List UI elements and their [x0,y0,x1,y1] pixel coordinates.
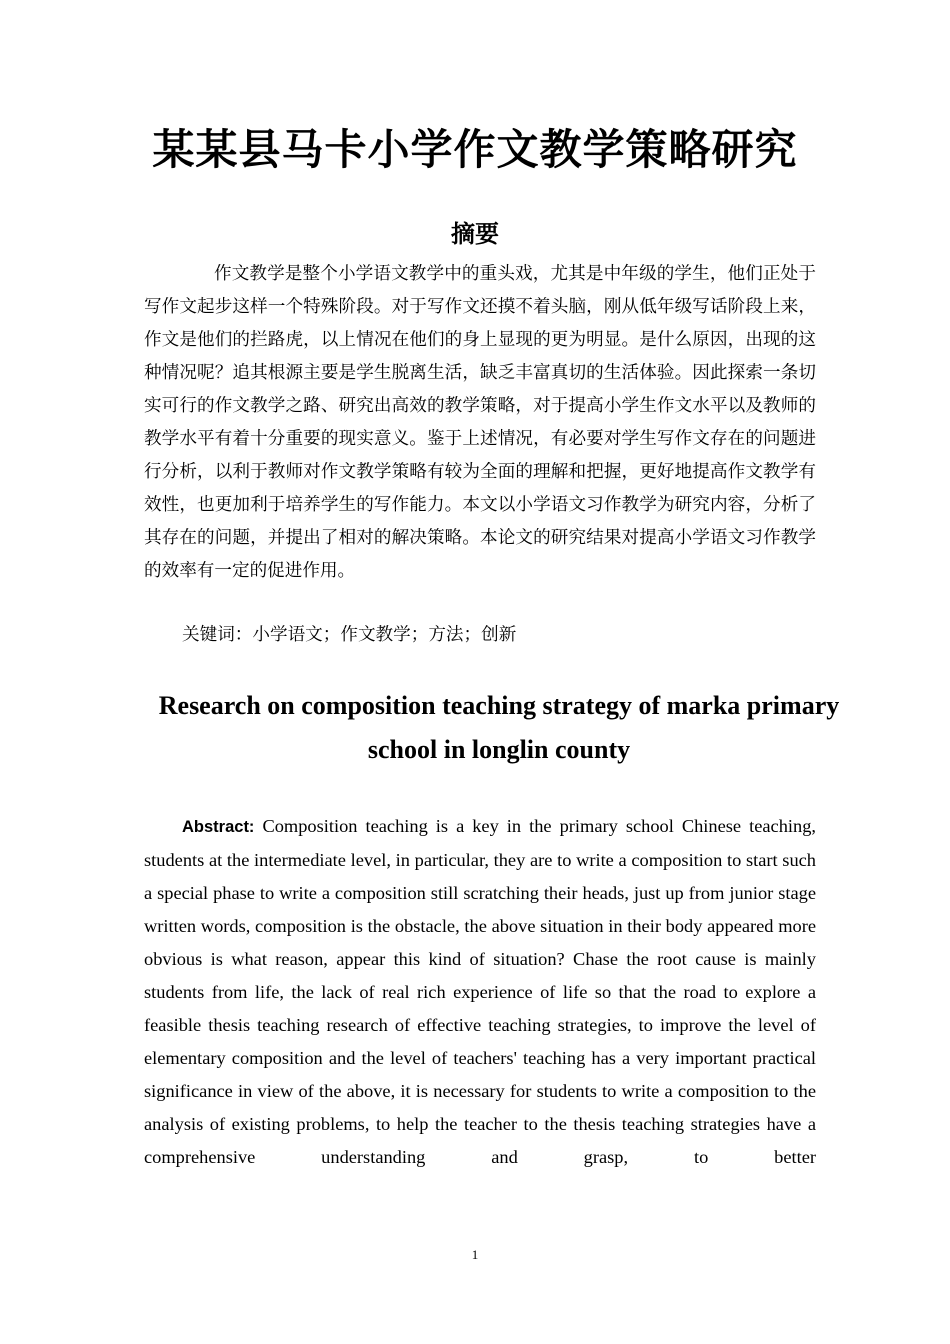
page-number: 1 [471,1247,479,1262]
chinese-keywords-value: 小学语文；作文教学；方法；创新 [252,625,517,645]
english-abstract-label: Abstract: [182,818,255,836]
english-abstract-body: Composition teaching is a key in the primary school Chinese teaching, students at the intermediate level, in particular, they are to write a composition to start such a special phase to write a composition still scratching their heads, just up from junior stage written words, composition is the obstacle, the above situation in their body appeared more obvious is what reason, appear this kind of situation? Chase the root cause is mainly students from life, the lack of real rich experience of life so that the road to explore a feasible thesis teaching research of effective teaching strategies, to improve the level of elementary composition and the level of teachers' teaching has a very important practical significance in view of the above, it is necessary for students to write a composition to the analysis of existing problems, to help the teacher to the thesis teaching strategies have a comprehensive understanding and grasp, to better [144,816,816,1167]
chinese-keywords [182,619,816,652]
chinese-abstract-body: 作文教学是整个小学语文教学中的重头戏，尤其是中年级的学生，他们正处于写作文起步这样一个特殊阶段。对于写作文还摸不着头脑，刚从低年级写话阶段上来，作文是他们的拦路虎，以上情况在他们的身上显现的更为明显。是什么原因，出现的这种情况呢？追其根源主要是学生脱离生活，缺乏丰富真切的生活体验。因此探索一条切实可行的作文教学之路、研究出高效的教学策略，对于提高小学生作文水平以及教师的教学水平有着十分重要的现实意义。鉴于上述情况，有必要对学生写作文存在的问题进行分析，以利于教师对作文教学策略有较为全面的理解和把握，更好地提高作文教学有效性，也更加利于培养学生的写作能力。本文以小学语文习作教学为研究内容，分析了其存在的问题，并提出了相对的解决策略。本论文的研究结果对提高小学语文习作教学的效率有一定的促进作用。 [144,264,816,581]
english-abstract [144,810,816,1174]
chinese-keywords-label: 关键词： [182,625,253,645]
chinese-title: 某某县马卡小学作文教学策略研究 [152,125,798,174]
english-title: Research on composition teaching strategy of marka primary school in longlin county [158,691,840,764]
chinese-abstract-heading: 摘要 [451,220,499,248]
